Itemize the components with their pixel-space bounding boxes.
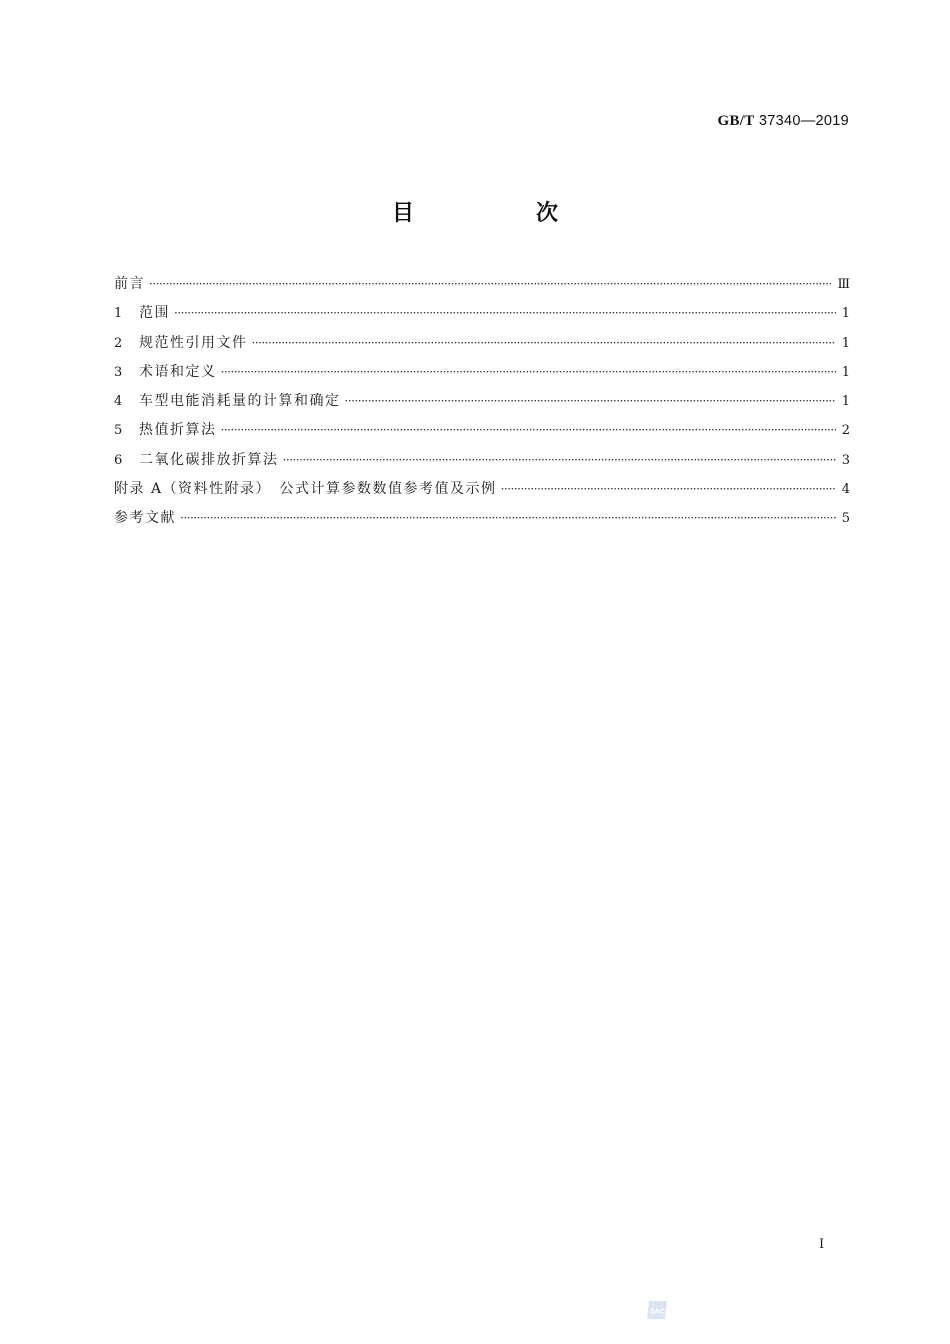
toc-entry-page: 3 [841,452,850,468]
toc-entry-page: 1 [841,306,850,322]
toc-entry-co2-method[interactable] [114,446,850,475]
standard-code: 37340—2019 [758,113,849,129]
toc-entry-label: 前言 [114,276,145,292]
toc-entry-number: 5 [114,423,123,439]
toc-entry-page: 1 [841,335,850,351]
toc-entry-number: 4 [114,394,123,410]
dot-leader [501,475,836,504]
toc-entry-page: 4 [841,482,850,498]
page-number: I [819,1237,825,1252]
toc-entry-label: 热值折算法 [139,422,217,439]
toc-entry-energy-calculation[interactable] [114,387,850,416]
standard-prefix: GB/T [717,113,755,129]
toc-entry-number: 6 [114,452,123,468]
toc-entry-label: 范围 [139,305,170,322]
toc-entry-label: 二氧化碳排放折算法 [139,451,279,468]
toc-entry-page: 2 [841,423,850,439]
page-title: 目 次 [391,201,608,226]
sac-logo-icon [643,1299,671,1321]
toc-entry-label: 术语和定义 [139,363,217,380]
dot-leader [149,270,831,299]
dot-leader [283,446,836,475]
dot-leader [252,329,836,358]
toc-entry-foreword[interactable] [114,270,850,299]
toc-entry-calorific-method[interactable] [114,416,850,445]
toc-entry-page: 5 [841,511,850,527]
dot-leader [221,416,836,445]
toc-entry-label: 车型电能消耗量的计算和确定 [139,393,341,410]
toc-entry-label: 附录 A（资料性附录） 公式计算参数数值参考值及示例 [114,481,497,498]
table-of-contents [114,270,850,534]
toc-entry-page: 1 [841,394,850,410]
toc-entry-page: 1 [841,364,850,380]
sac-logo-text: SAC [649,1308,665,1316]
toc-entry-label: 参考文献 [114,510,176,527]
standard-number [718,113,849,130]
toc-entry-page: Ⅲ [837,277,850,292]
toc-entry-bibliography[interactable] [114,504,850,533]
toc-entry-appendix-a[interactable] [114,475,850,504]
toc-entry-terms-definitions[interactable] [114,358,850,387]
toc-entry-scope[interactable] [114,299,850,328]
dot-leader [180,504,836,533]
toc-entry-normative-references[interactable] [114,329,850,358]
dot-leader [174,299,836,328]
toc-entry-number: 1 [114,306,123,322]
dot-leader [345,387,836,416]
toc-entry-label: 规范性引用文件 [139,334,248,351]
toc-entry-number: 3 [114,364,123,380]
dot-leader [221,358,836,387]
toc-entry-number: 2 [114,335,123,351]
